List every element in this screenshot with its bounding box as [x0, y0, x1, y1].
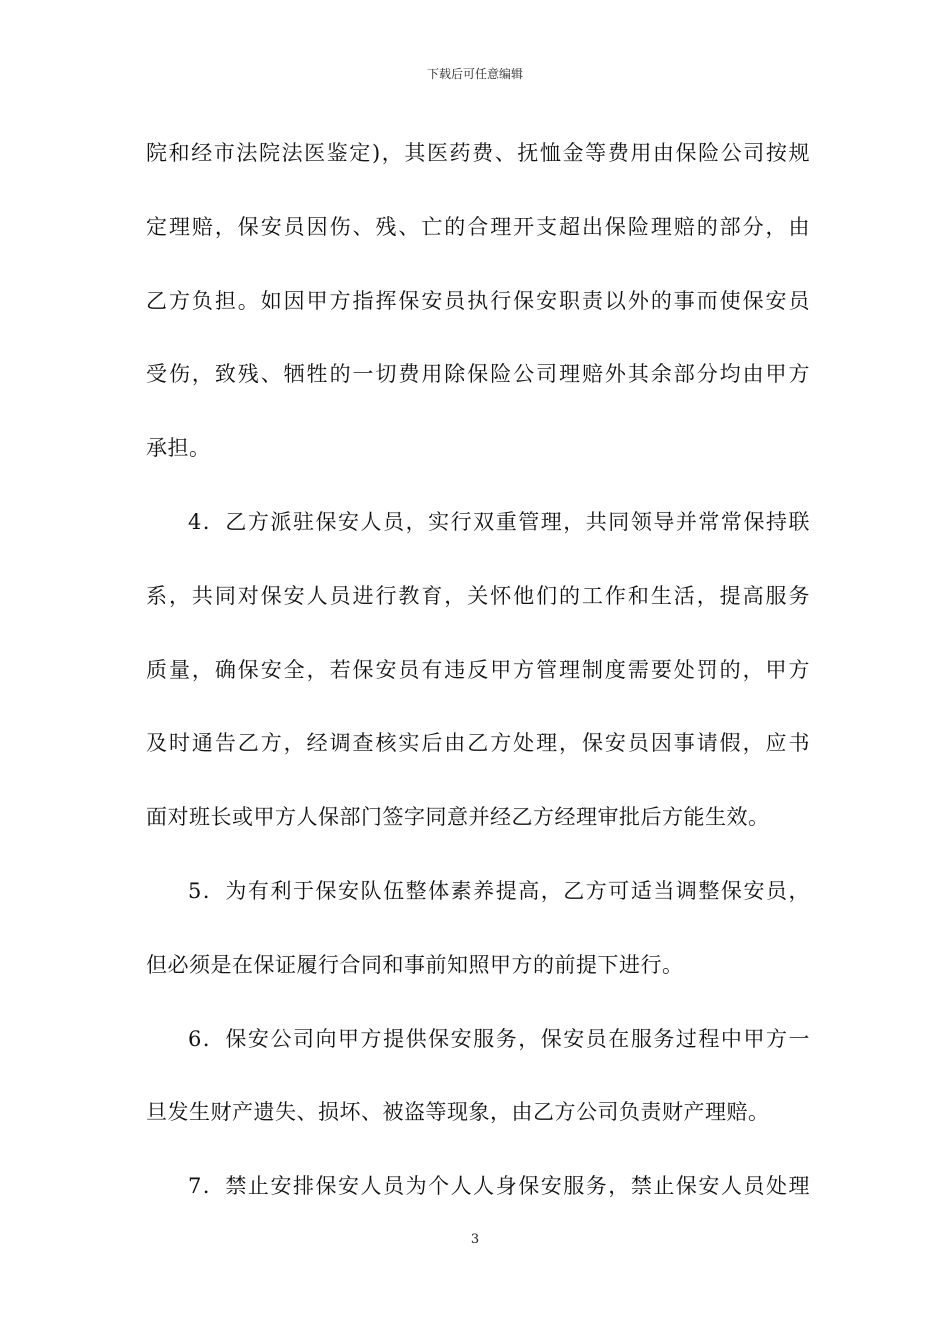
text-line: 受伤，致残、牺牲的一切费用除保险公司理赔外其余部分均由甲方	[146, 362, 810, 387]
text-line: 质量，确保安全，若保安员有违反甲方管理制度需要处罚的，甲方	[146, 657, 810, 682]
document-body	[146, 127, 810, 1234]
paragraph-start-line: 4．乙方派驻保安人员，实行双重管理，共同领导并常常保持联	[188, 509, 810, 534]
text-line: 承担。	[146, 436, 211, 461]
text-line: 但必须是在保证履行合同和事前知照甲方的前提下进行。	[146, 952, 684, 977]
text-line: 系，共同对保安人员进行教育，关怀他们的工作和生活，提高服务	[146, 583, 810, 608]
page-header: 下载后可任意编辑	[426, 67, 523, 81]
paragraph-start-line: 5．为有利于保安队伍整体素养提高，乙方可适当调整保安员，	[188, 878, 810, 903]
paragraph-start-line: 6．保安公司向甲方提供保安服务，保安员在服务过程中甲方一	[188, 1026, 810, 1051]
text-line: 及时通告乙方，经调查核实后由乙方处理，保安员因事请假，应书	[146, 731, 810, 756]
text-line: 院和经市法院法医鉴定)，其医药费、抚恤金等费用由保险公司按规	[146, 141, 810, 165]
paragraph-start-line: 7．禁止安排保安人员为个人人身保安服务，禁止保安人员处理	[188, 1174, 810, 1199]
text-line: 乙方负担。如因甲方指挥保安员执行保安职责以外的事而使保安员	[146, 288, 810, 313]
text-line: 面对班长或甲方人保部门签字同意并经乙方经理审批后方能生效。	[146, 805, 770, 830]
text-line: 定理赔，保安员因伤、残、亡的合理开支超出保险理赔的部分，由	[146, 214, 810, 239]
text-line: 旦发生财产遗失、损坏、被盗等现象，由乙方公司负责财产理赔。	[146, 1100, 770, 1125]
page-number: 3	[470, 1232, 480, 1247]
